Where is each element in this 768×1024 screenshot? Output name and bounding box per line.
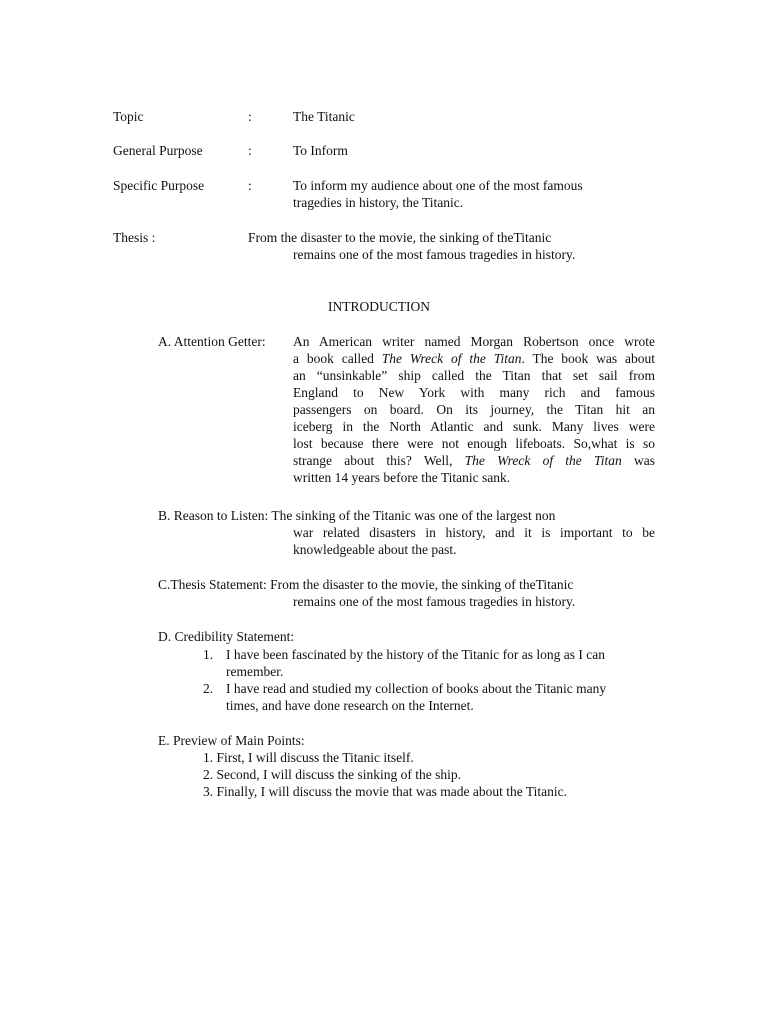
attention-line: a book called The Wreck of the Titan. The book was about	[293, 351, 655, 366]
preview-item: 2. Second, I will discuss the sinking of the ship.	[203, 767, 461, 782]
credibility-item-number: 1.	[203, 647, 214, 662]
specific-purpose-line1: To inform my audience about one of the most famous	[293, 178, 583, 193]
preview-label: E. Preview of Main Points:	[158, 733, 305, 748]
attention-line: an “unsinkable” ship called the Titan that set sail from	[293, 368, 655, 383]
reason-to-listen-line2: war related disasters in history, and it is important to be	[293, 525, 655, 540]
credibility-item-line: I have read and studied my collection of books about the Titanic many	[226, 681, 607, 696]
topic-value: The Titanic	[293, 109, 355, 124]
credibility-item-number: 2.	[203, 681, 214, 696]
preview-item: 3. Finally, I will discuss the movie that was made about the Titanic.	[203, 784, 567, 799]
attention-getter-label: A. Attention Getter:	[158, 334, 266, 349]
book-title: The Wreck of the Titan	[464, 453, 622, 468]
specific-purpose-line2: tragedies in history, the Titanic.	[293, 195, 464, 210]
thesis-statement-line1: C.Thesis Statement: From the disaster to the movie, the sinking of theTitanic	[158, 577, 574, 592]
preview-item: 1. First, I will discuss the Titanic itself.	[203, 750, 414, 765]
introduction-heading: INTRODUCTION	[328, 299, 430, 314]
credibility-item-line: times, and have done research on the Internet.	[226, 698, 474, 713]
thesis-line2: remains one of the most famous tragedies in history.	[293, 247, 576, 262]
reason-to-listen-line3: knowledgeable about the past.	[293, 542, 457, 557]
book-title: The Wreck of the Titan	[381, 351, 522, 366]
attention-line: written 14 years before the Titanic sank.	[293, 470, 511, 485]
attention-line: iceberg in the North Atlantic and sunk. Many lives were	[293, 419, 655, 434]
thesis-label: Thesis :	[113, 230, 156, 245]
attention-line: strange about this? Well, The Wreck of the Titan was	[293, 453, 655, 468]
topic-label: Topic	[113, 109, 144, 124]
attention-line: lost because there were not enough lifeboats. So,what is so	[293, 436, 655, 451]
credibility-item-line: remember.	[226, 664, 284, 679]
thesis-statement-line2: remains one of the most famous tragedies in history.	[293, 594, 576, 609]
specific-purpose-colon: :	[248, 178, 252, 193]
attention-line: passengers on board. On its journey, the Titan hit an	[293, 402, 655, 417]
specific-purpose-label: Specific Purpose	[113, 178, 205, 193]
topic-colon: :	[248, 109, 252, 124]
general-purpose-value: To Inform	[293, 143, 348, 158]
credibility-item-line: I have been fascinated by the history of the Titanic for as long as I can	[226, 647, 606, 662]
attention-line: An American writer named Morgan Robertson once wrote	[293, 334, 655, 349]
thesis-line1: From the disaster to the movie, the sinking of theTitanic	[248, 230, 552, 245]
general-purpose-colon: :	[248, 143, 252, 158]
attention-getter-paragraph	[293, 333, 655, 486]
general-purpose-label: General Purpose	[113, 143, 203, 158]
attention-line: England to New York with many rich and famous	[293, 385, 655, 400]
credibility-label: D. Credibility Statement:	[158, 629, 295, 644]
reason-to-listen-line1: B. Reason to Listen: The sinking of the Titanic was one of the largest non	[158, 508, 556, 523]
